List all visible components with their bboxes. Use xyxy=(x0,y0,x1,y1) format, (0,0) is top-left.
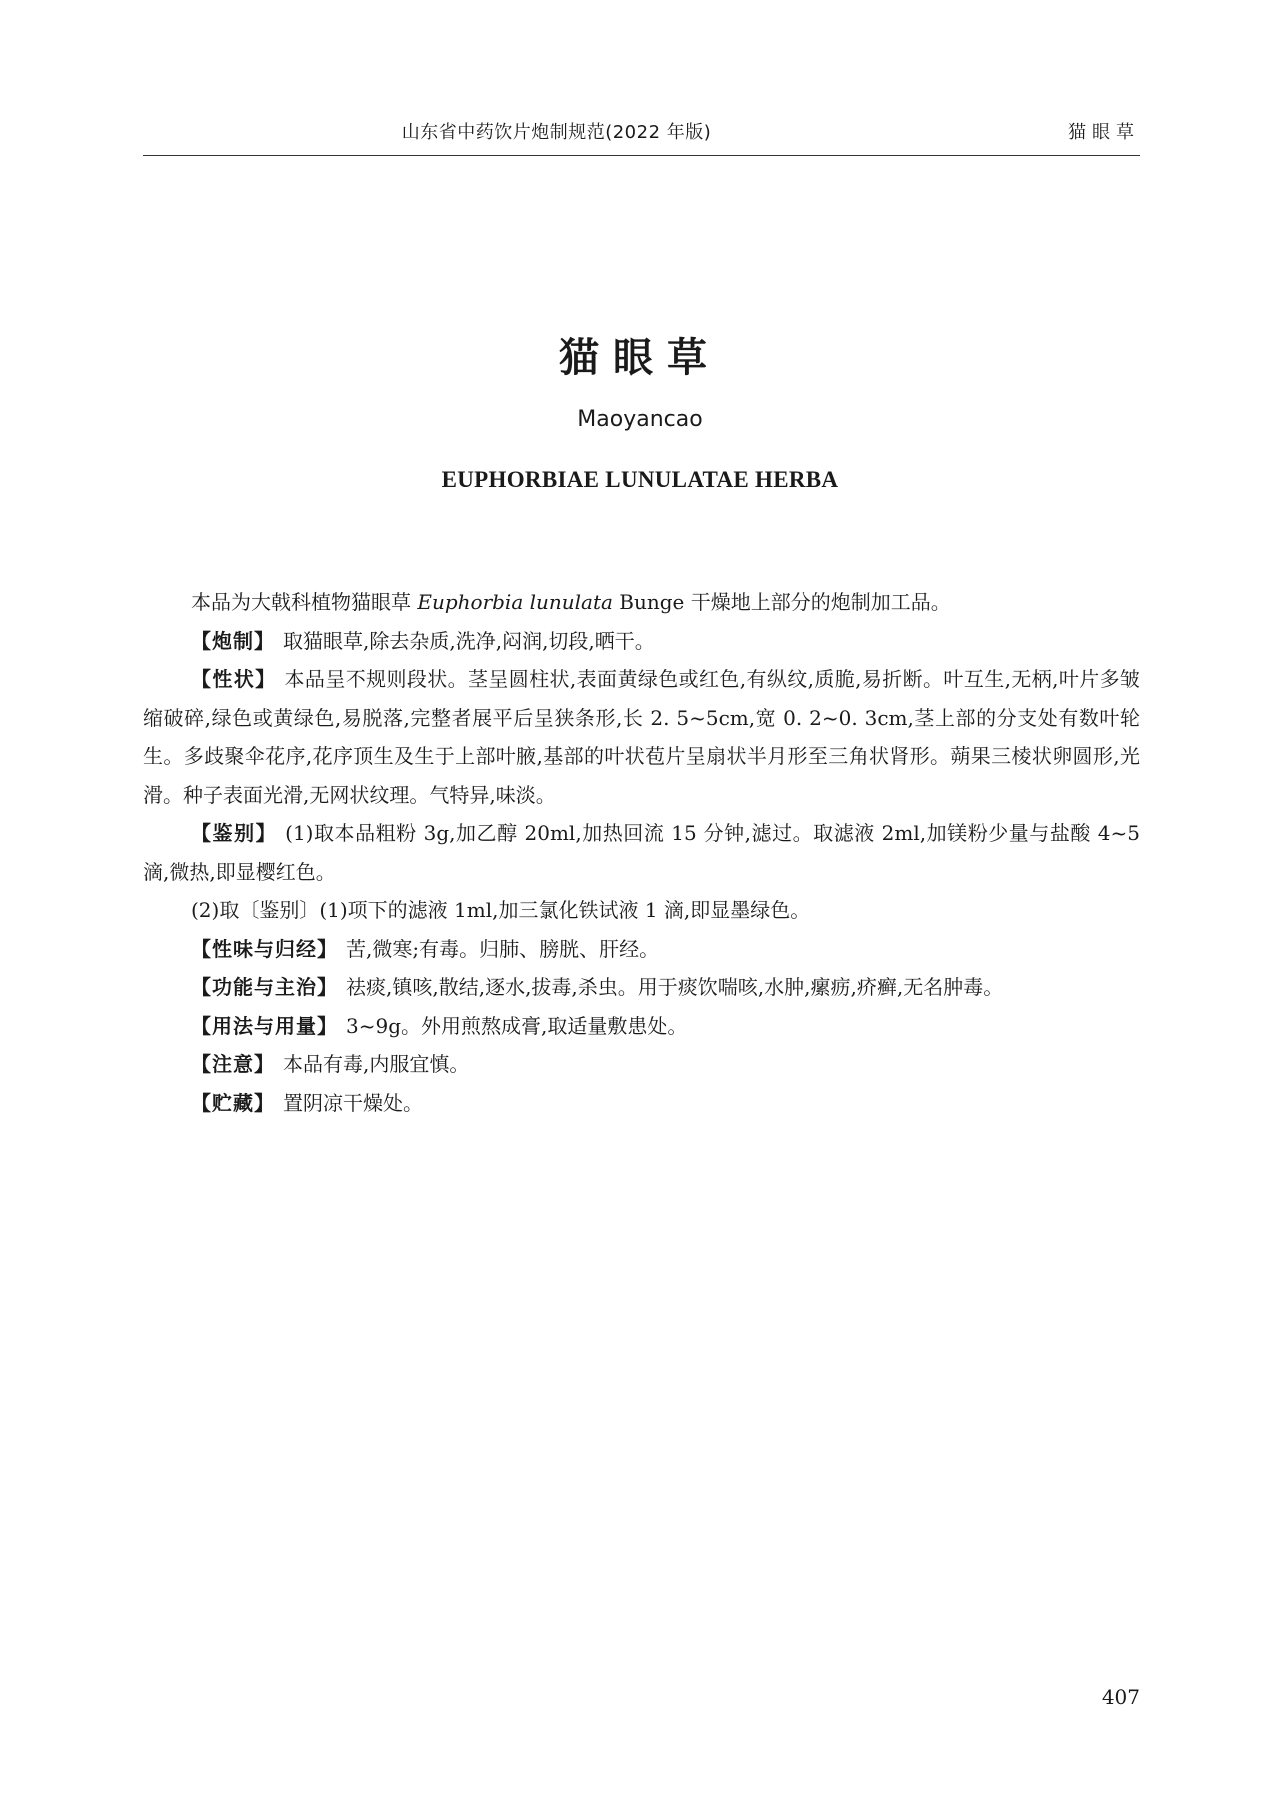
section-character xyxy=(143,660,1140,814)
entry-title-latin: EUPHORBIAE LUNULATAE HERBA xyxy=(441,467,839,492)
usage-text: 3~9g。外用煎熬成膏,取适量敷患处。 xyxy=(346,1013,688,1038)
processing-label: 【炮制】 xyxy=(191,628,275,653)
running-title: 猫眼草 xyxy=(1068,122,1140,143)
function-text: 祛痰,镇咳,散结,逐水,拔毒,杀虫。用于痰饮喘咳,水肿,瘰疬,疥癣,无名肿毒。 xyxy=(346,975,1004,999)
caution-text: 本品有毒,内服宜慎。 xyxy=(283,1052,470,1076)
identification-text-1: (1)取本品粗粉 3g,加乙醇 20ml,加热回流 15 分钟,滤过。取滤液 2ml,加镁粉少量与盐酸 4~5 滴,微热,即显樱红色。 xyxy=(143,821,1141,884)
caution-label: 【注意】 xyxy=(191,1052,275,1076)
identification-text-2: (2)取〔鉴别〕(1)项下的滤液 1ml,加三氯化铁试液 1 滴,即显墨绿色。 xyxy=(191,898,811,922)
running-header xyxy=(143,110,1140,156)
header-rule xyxy=(143,155,1140,156)
identification-paragraph-2 xyxy=(143,891,1140,930)
section-processing xyxy=(143,622,1140,661)
storage-text: 置阴凉干燥处。 xyxy=(283,1090,423,1115)
section-nature xyxy=(143,930,1140,969)
character-text: 本品呈不规则段状。茎呈圆柱状,表面黄绿色或红色,有纵纹,质脆,易折断。叶互生,无柄,叶片多皱缩破碎,绿色或黄绿色,易脱落,完整者展平后呈狭条形,长 2. 5~5cm,宽 0. 2~0. 3cm,茎上部的分支处有数叶轮生。多歧聚伞花序,花序顶生及生于上部叶腋,基部的叶状苞片呈扇状半月形至三角状肾形。蒴果三棱状卵圆形,光滑。种子表面光滑,无网状纹理。气特异,味淡。 xyxy=(143,667,1140,807)
identification-label: 【鉴别】 xyxy=(191,821,278,845)
section-usage xyxy=(143,1007,1140,1046)
section-function xyxy=(143,968,1140,1007)
character-label: 【性状】 xyxy=(191,667,277,691)
species-name: Euphorbia lunulata xyxy=(417,590,613,614)
entry-title-chinese: 猫眼草 xyxy=(559,335,721,381)
function-label: 【功能与主治】 xyxy=(191,975,338,999)
intro-text: 本品为大戟科植物猫眼草 xyxy=(191,590,418,614)
section-storage xyxy=(143,1084,1140,1123)
section-identification xyxy=(143,814,1140,891)
intro-paragraph xyxy=(143,583,1140,622)
section-caution xyxy=(143,1045,1140,1084)
entry-title-pinyin: Maoyancao xyxy=(577,407,703,432)
nature-text: 苦,微寒;有毒。归肺、膀胱、肝经。 xyxy=(346,936,660,961)
monograph-body xyxy=(143,583,1140,1122)
usage-label: 【用法与用量】 xyxy=(191,1013,338,1038)
book-title: 山东省中药饮片炮制规范(2022 年版) xyxy=(401,122,712,143)
nature-label: 【性味与归经】 xyxy=(191,936,338,961)
storage-label: 【贮藏】 xyxy=(191,1090,275,1115)
intro-text-end: Bunge 干燥地上部分的炮制加工品。 xyxy=(612,590,951,614)
page-number: 407 xyxy=(1101,1685,1140,1709)
processing-text: 取猫眼草,除去杂质,洗净,闷润,切段,晒干。 xyxy=(283,628,655,653)
